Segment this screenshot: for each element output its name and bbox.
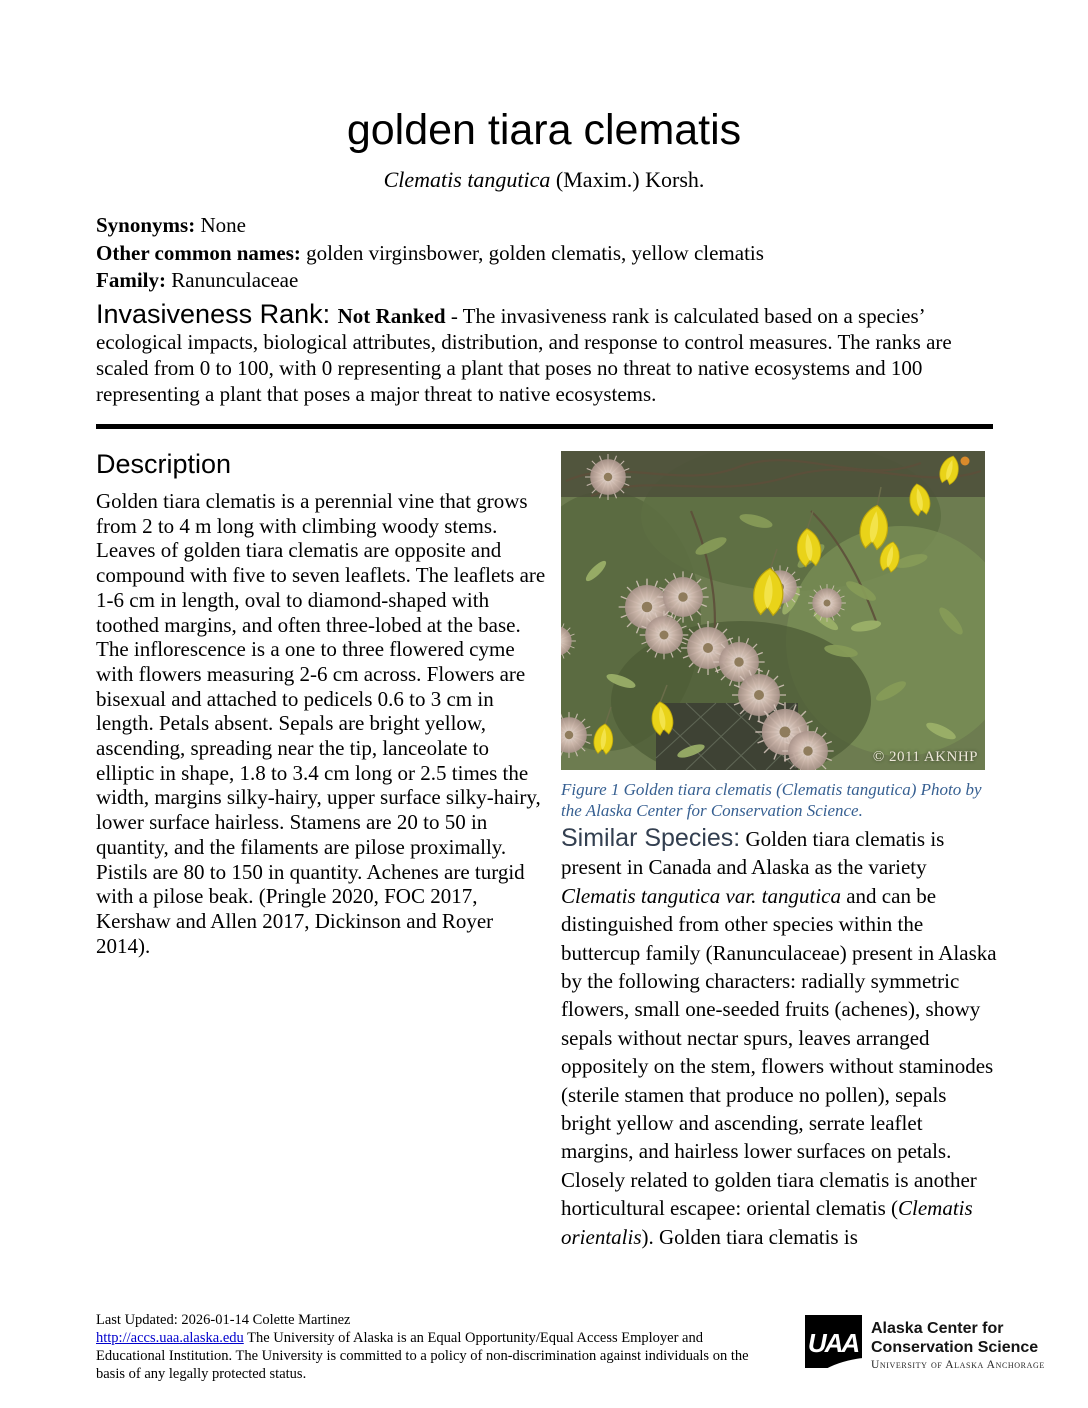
section-divider	[96, 424, 993, 429]
figure-photo	[561, 451, 985, 770]
clematis-photo-illustration	[561, 451, 985, 770]
logo-text-block	[871, 1315, 1045, 1371]
similar-species-latin-2: Clematis orientalis	[561, 1196, 973, 1249]
invasiveness-rank-value: Not Ranked	[337, 304, 446, 328]
uaa-accs-logo	[805, 1315, 1045, 1371]
invasiveness-body: - The invasiveness rank is calculated based on a species’ ecological impacts, biological attributes, distribution, and response to control measures. The ranks are scaled from 0 to 100, with 0 representing a plant that poses no threat to native ecosystems and 100 representing a plant that poses a major threat to native ecosystems.	[96, 304, 952, 406]
logo-org-line2: Conservation Science	[871, 1339, 1039, 1356]
scientific-name-authority: (Maxim.) Korsh.	[550, 167, 705, 192]
photo-copyright-watermark: © 2011 AKNHP	[872, 749, 978, 765]
footer	[96, 1311, 774, 1383]
logo-university-line: University of Alaska Anchorage	[871, 1359, 1045, 1371]
figure-caption: Figure 1 Golden tiara clematis (Clematis tangutica) Photo by the Alaska Center for Conservation Science.	[561, 780, 982, 820]
common-names-line	[96, 240, 966, 268]
description-body: Golden tiara clematis is a perennial vine that grows from 2 to 4 m long with climbing woody stems. Leaves of golden tiara clematis are opposite and compound with five to seven leaflets. The leaflets are 1-6 cm in length, oval to diamond-shaped with toothed margins, and often three-lobed at the base. The inflorescence is a one to three flowered cyme with flowers measuring 2-6 cm across. Flowers are bisexual and attached to pedicels 0.6 to 3 cm in length. Petals absent. Sepals are bright yellow, ascending, spreading near the tip, lanceolate to elliptic in shape, 1.8 to 3.4 cm long or 2.5 times the width, margins silky-hairy, upper surface silky-hairy, lower surface hairless. Stamens are 20 to 50 in quantity, and the filaments are pilose proximally. Pistils are 80 to 150 in quantity. Achenes are turgid with a pilose beak. (Pringle 2020, FOC 2017, Kershaw and Allen 2017, Dickinson and Royer 2014).	[96, 489, 546, 958]
footer-legal-text: The University of Alaska is an Equal Opportunity/Equal Access Employer and Educational Institution. The University is committed to a policy of non-discrimination against individuals on the basis of any legally protected status.	[96, 1330, 749, 1382]
accs-link[interactable]: http://accs.uaa.alaska.edu	[96, 1330, 244, 1346]
scientific-name	[0, 167, 1088, 193]
uaa-acronym: UAA	[807, 1328, 859, 1358]
invasiveness-section	[96, 301, 998, 407]
family-value: Ranunculaceae	[165, 268, 299, 292]
description-section	[96, 449, 550, 958]
similar-species-latin-1: Clematis tangutica var. tangutica	[561, 883, 841, 908]
similar-species-text-3: ). Golden tiara clematis is	[641, 1224, 858, 1249]
scientific-name-binomial: Clematis tangutica	[383, 167, 551, 192]
similar-species-text-1: Golden tiara clematis is present in Canada and Alaska as the variety	[561, 827, 945, 880]
common-names-value: golden virginsbower, golden clematis, yellow clematis	[300, 240, 764, 265]
synonyms-value: None	[195, 213, 246, 237]
common-names-label: Other common names:	[96, 240, 301, 265]
page-title: golden tiara clematis	[346, 106, 742, 154]
footer-paragraph	[96, 1329, 774, 1383]
logo-org-line1: Alaska Center for	[871, 1320, 1004, 1337]
similar-species-text-2: and can be distinguished from other species within the buttercup family (Ranunculaceae) present in Alaska by the following characters: radially symmetric flowers, small one-seeded fruits (achenes), showy sepals without nectar spurs, leaves arranged oppositely on the stem, flowers without staminodes (sterile stamen that produce no pollen), sepals bright yellow and ascending, serrate leaflet margins, and hairless lower surfaces on petals. Closely related to golden tiara clematis is another horticultural escapee: oriental clematis (	[561, 883, 997, 1221]
figure-1	[561, 451, 985, 821]
family-line	[96, 267, 966, 295]
similar-species-heading: Similar Species:	[561, 824, 741, 852]
similar-species-section	[561, 824, 999, 1251]
invasiveness-heading: Invasiveness Rank:	[96, 299, 338, 329]
synonyms-line	[96, 212, 966, 240]
family-label: Family:	[96, 268, 166, 292]
last-updated-line: Last Updated: 2026-01-14 Colette Martinez	[96, 1312, 351, 1328]
synonyms-label: Synonyms:	[96, 213, 196, 237]
description-heading: Description	[96, 449, 232, 479]
uaa-logo-mark	[805, 1315, 862, 1371]
taxonomy-block	[96, 212, 966, 295]
